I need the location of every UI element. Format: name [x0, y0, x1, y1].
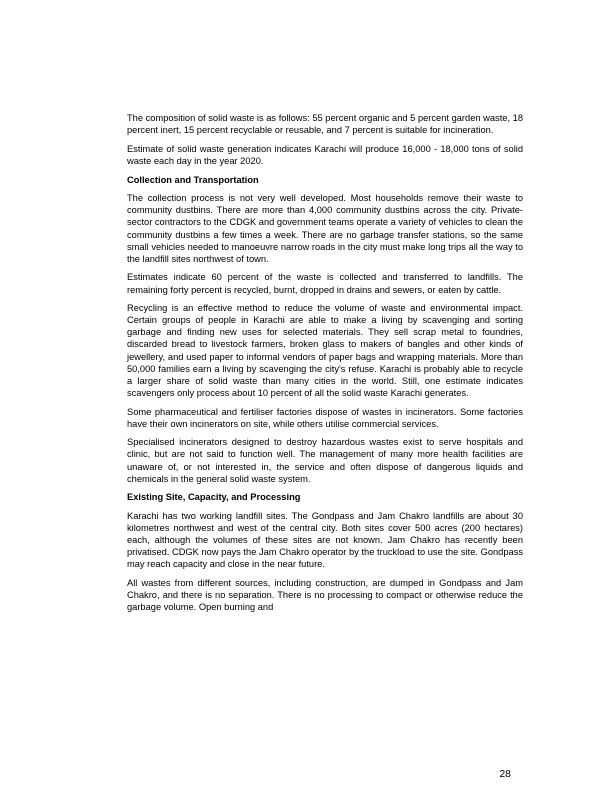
heading-existing-site: Existing Site, Capacity, and Processing — [127, 492, 301, 503]
paragraph-waste-dumping: All wastes from different sources, including construction, are dumped in Gondpass and Jam Chakro, and there is no separation. There is no processing to compact or otherwise reduce the garbage volume. Open burning and — [127, 578, 523, 613]
body-text — [127, 112, 523, 620]
paragraph-recycling: Recycling is an effective method to reduce the volume of waste and environmental impact. Certain groups of people in Karachi are able to make a living by scavenging and sorting garbage and finding new uses for selected materials. They sell scrap metal to foundries, discarded bread to livestock farmers, broken glass to makers of bangles and other kinds of jewellery, and used paper to informal vendors of paper bags and wrapping materials. More than 50,000 families earn a living by scavenging the city's refuse. Karachi is probably able to recycle a larger share of solid waste than many cities in the world. Still, one estimate indicates scavengers only process about 10 percent of all the solid waste Karachi generates. — [127, 303, 523, 398]
heading-collection-transportation: Collection and Transportation — [127, 174, 259, 185]
paragraph-waste-estimate: Estimate of solid waste generation indicates Karachi will produce 16,000 - 18,000 tons of solid waste each day in the year 2020. — [127, 143, 523, 166]
paragraph-landfill-sites: Karachi has two working landfill sites. The Gondpass and Jam Chakro landfills are about 30 kilometres northwest and west of the central city. Both sites cover 500 acres (200 hectares) each, although the volumes of these sites are not known. Jam Chakro has recently been privatised. CDGK now pays the Jam Chakro operator by the truckload to use the site. Gondpass may reach capacity and close in the near future. — [127, 510, 523, 570]
paragraph-factory-incinerators: Some pharmaceutical and fertiliser factories dispose of wastes in incinerators. Some factories have their own incinerators on site, while others utilise commercial services. — [127, 406, 523, 429]
paragraph-collection-estimates: Estimates indicate 60 percent of the waste is collected and transferred to landfills. The remaining forty percent is recycled, burnt, dropped in drains and sewers, or eaten by cattle. — [127, 272, 523, 295]
paragraph-collection-process: The collection process is not very well developed. Most households remove their waste to community dustbins. There are more than 4,000 community dustbins across the city. Private-sector contractors to the CDGK and government teams operate a variety of vehicles to clean the community dustbins a few times a week. There are no garbage transfer stations, so the same small vehicles needed to manoeuvre narrow roads in the city must make long trips all the way to the landfill sites northwest of town. — [127, 193, 523, 264]
paragraph-waste-composition: The composition of solid waste is as follows: 55 percent organic and 5 percent garden waste, 18 percent inert, 15 percent recyclable or reusable, and 7 percent is suitable for incineration. — [127, 113, 523, 136]
paragraph-specialised-incinerators: Specialised incinerators designed to destroy hazardous wastes exist to serve hospitals and clinic, but are not said to function well. The management of many more health facilities are unaware of, or not interested in, the service and often dispose of dangerous liquids and chemicals in the general solid waste system. — [127, 437, 523, 484]
page-number: 28 — [499, 768, 511, 780]
